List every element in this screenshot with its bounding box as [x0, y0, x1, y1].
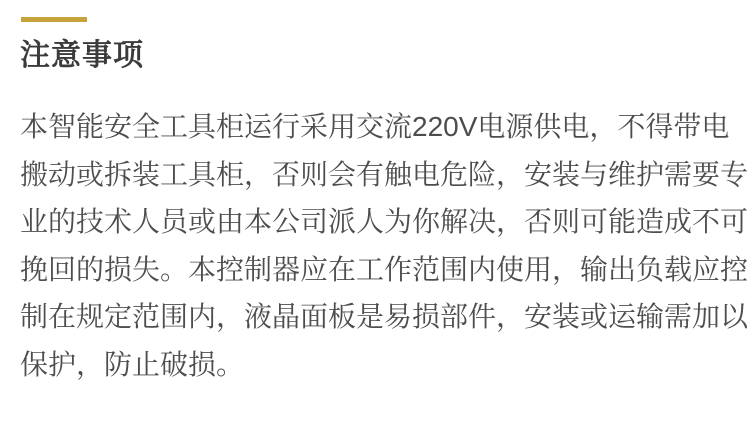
paragraph-line: 挽回的损失。本控制器应在工作范围内使用，输出负载应控 [20, 253, 749, 285]
accent-bar [21, 17, 87, 22]
paragraph-line: 制在规定范围内，液晶面板是易损部件，安装或运输需加以 [20, 301, 749, 332]
paragraph-line: 保护，防止破损。 [20, 348, 245, 380]
paragraph-line: 搬动或拆装工具柜，否则会有触电危险，安装与维护需要专 [20, 158, 749, 190]
paragraph-line: 本智能安全工具柜运行采用交流220V电源供电，不得带电 [20, 111, 730, 142]
paragraph-line: 业的技术人员或由本公司派人为你解决，否则可能造成不可 [20, 206, 749, 237]
page-title: 注意事项 [20, 39, 144, 72]
notice-paragraph [20, 103, 749, 388]
